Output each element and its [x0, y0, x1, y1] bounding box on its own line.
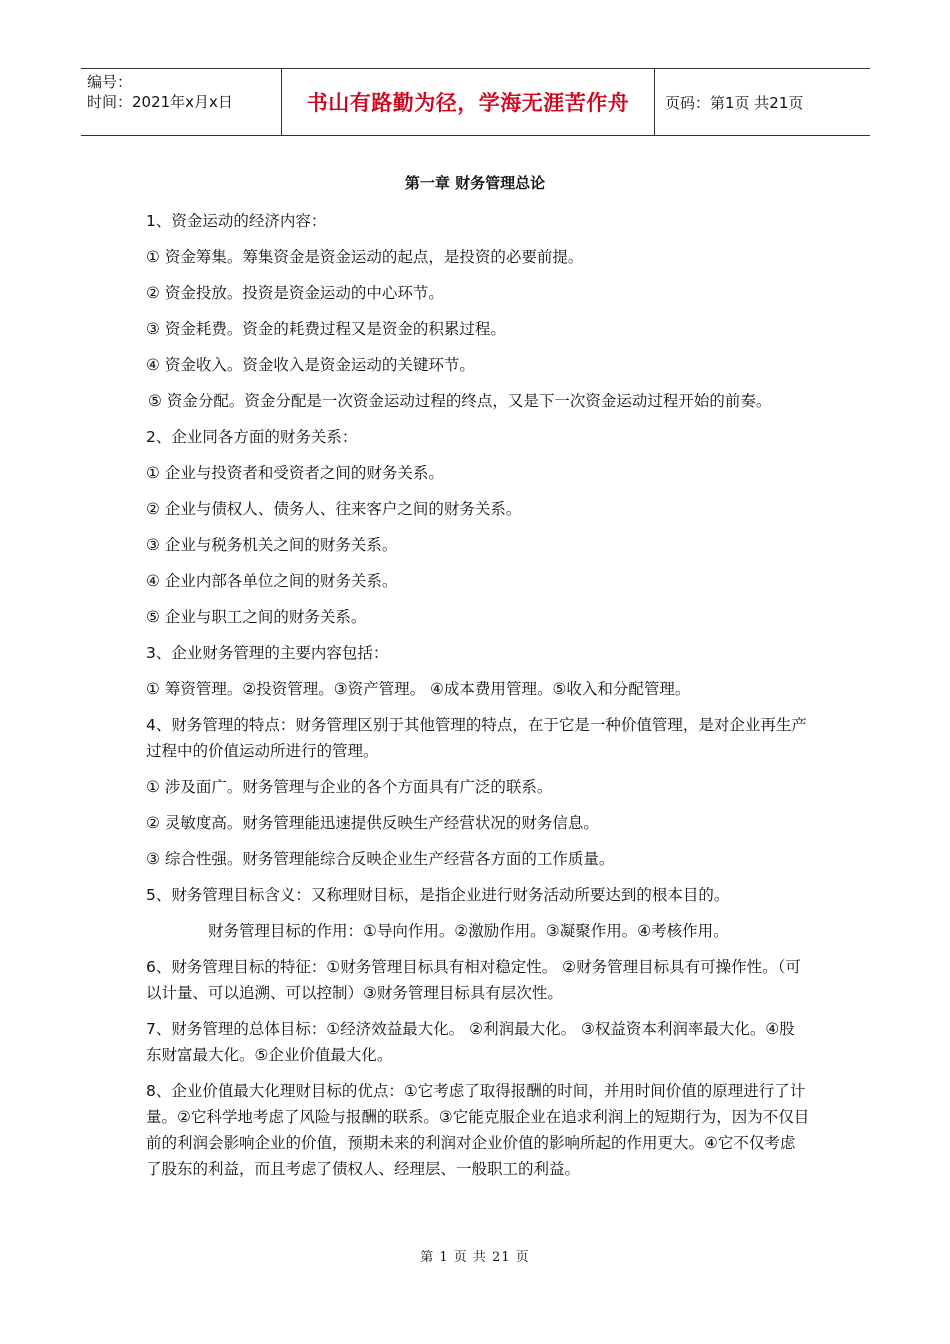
paragraph: ① 涉及面广。财务管理与企业的各个方面具有广泛的联系。: [146, 778, 553, 796]
paragraph: 8、企业价值最大化理财目标的优点：①它考虑了取得报酬的时间，并用时间价值的原理进行了计量。②它科学地考虑了风险与报酬的联系。③它能克服企业在追求利润上的短期行为，因为不仅目前的利润会影响企业的价值，预期未来的利润对企业价值的影响所起的作用更大。④它不仅考虑了股东的利益，而且考虑了债权人、经理层、一般职工的利益。: [146, 1082, 810, 1178]
page-info-cell: [655, 69, 870, 135]
header-table: [81, 68, 870, 136]
paragraph: 5、财务管理目标含义：又称理财目标，是指企业进行财务活动所要达到的根本目的。: [146, 886, 730, 904]
paragraph: ⑤ 资金分配。资金分配是一次资金运动过程的终点，又是下一次资金运动过程开始的前奏。: [148, 392, 772, 410]
paragraph: 1、资金运动的经济内容：: [146, 212, 327, 230]
paragraph: ① 资金筹集。筹集资金是资金运动的起点，是投资的必要前提。: [146, 248, 584, 266]
paragraph: ⑤ 企业与职工之间的财务关系。: [146, 608, 367, 626]
paragraph: 2、企业同各方面的财务关系：: [146, 428, 358, 446]
paragraph: ④ 资金收入。资金收入是资金运动的关键环节。: [146, 356, 475, 374]
paragraph: ② 灵敏度高。财务管理能迅速提供反映生产经营状况的财务信息。: [146, 814, 599, 832]
paragraph: ① 筹资管理。②投资管理。③资产管理。 ④成本费用管理。⑤收入和分配管理。: [146, 680, 691, 698]
paragraph: ③ 综合性强。财务管理能综合反映企业生产经营各方面的工作质量。: [146, 850, 615, 868]
page-footer: 第 1 页 共 21 页: [420, 1250, 530, 1265]
paragraph: ④ 企业内部各单位之间的财务关系。: [146, 572, 398, 590]
paragraph: ③ 企业与税务机关之间的财务关系。: [146, 536, 398, 554]
paragraph: 7、财务管理的总体目标：①经济效益最大化。 ②利润最大化。 ③权益资本利润率最大化。④股东财富最大化。⑤企业价值最大化。: [146, 1020, 795, 1064]
motto-cell: [281, 69, 655, 135]
paragraph: ③ 资金耗费。资金的耗费过程又是资金的积累过程。: [146, 320, 506, 338]
paragraph: 3、企业财务管理的主要内容包括：: [146, 644, 389, 662]
paragraph: ② 资金投放。投资是资金运动的中心环节。: [146, 284, 444, 302]
paragraph: 4、财务管理的特点：财务管理区别于其他管理的特点，在于它是一种价值管理，是对企业再生产过程中的价值运动所进行的管理。: [146, 716, 807, 760]
document-body: [146, 208, 810, 1192]
paragraph: 财务管理目标的作用：①导向作用。②激励作用。③凝聚作用。④考核作用。: [208, 922, 729, 940]
paragraph: ① 企业与投资者和受资者之间的财务关系。: [146, 464, 444, 482]
chapter-title: 第一章 财务管理总论: [404, 174, 546, 192]
page-info-text: 页码：第1页 共21页: [665, 93, 804, 112]
number-label: 编号：: [87, 73, 133, 91]
motto-text: 书山有路勤为径，学海无涯苦作舟: [306, 91, 630, 115]
paragraph: 6、财务管理目标的特征：①财务管理目标具有相对稳定性。 ②财务管理目标具有可操作性。（可以计量、可以追溯、可以控制）③财务管理目标具有层次性。: [146, 958, 801, 1002]
time-label: 时间：2021年x月x日: [87, 93, 233, 111]
header-left-cell: [81, 69, 281, 135]
paragraph: ② 企业与债权人、债务人、往来客户之间的财务关系。: [146, 500, 522, 518]
